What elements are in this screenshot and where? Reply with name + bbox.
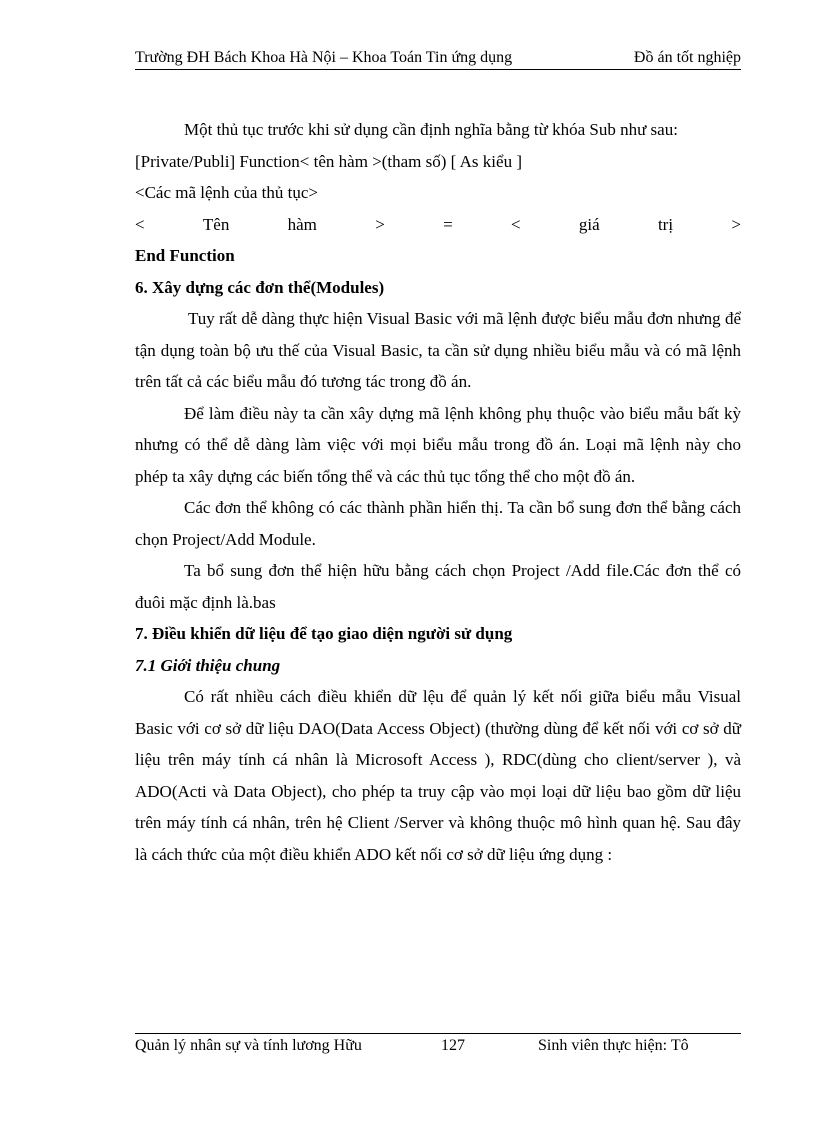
- page-number: 127: [441, 1037, 465, 1054]
- code-token: Tên: [202, 214, 230, 234]
- paragraph-add-module: Các đơn thể không có các thành phần hiển thị. Ta cần bổ sung đơn thể bằng cách chọn Project/Add Module.: [135, 498, 741, 549]
- heading-section-7: 7. Điều khiển dữ liệu để tạo giao diện người sử dụng: [135, 624, 513, 643]
- paragraph-add-file: Ta bổ sung đơn thể hiện hữu bằng cách chọn Project /Add file.Các đơn thể có đuôi mặc định là.bas: [135, 561, 741, 612]
- code-function-signature: [Private/Publi] Function< tên hàm >(tham số) [ As kiểu ]: [135, 151, 522, 171]
- code-procedure-body: <Các mã lệnh của thủ tục>: [135, 183, 318, 202]
- header-school: Trường ĐH Bách Khoa Hà Nội – Khoa Toán Tin ứng dụng: [135, 49, 513, 66]
- code-token: <: [510, 214, 521, 234]
- code-token: <: [135, 214, 145, 234]
- code-token: hàm: [287, 214, 317, 234]
- code-token: trị: [657, 214, 674, 234]
- code-end-function: End Function: [135, 246, 235, 265]
- footer-project-title: Quản lý nhân sự và tính lương Hữu: [135, 1037, 362, 1054]
- header-doc-type: Đồ án tốt nghiệp: [633, 49, 741, 66]
- page-body: [135, 114, 741, 870]
- page-footer: [135, 1033, 741, 1054]
- page-header: [135, 49, 741, 70]
- paragraph-data-controls: Có rất nhiều cách điều khiển dữ lệu để quản lý kết nối giữa biểu mẫu Visual Basic với cơ sở dữ liệu DAO(Data Access Object) (thường dùng để kết nối với cơ sở dữ liệu trên máy tính cá nhân là Microsoft Access ), RDC(dùng cho client/server ), và ADO(Acti và Data Object), cho phép ta truy cập vào mọi loại dữ liệu bao gồm dữ liệu trên máy tính cá nhân, trên hệ Client /Server và không thuộc mô hình quan hệ. Sau đây là cách thức của một điều khiển ADO kết nối cơ sở dữ liệu ứng dụng :: [135, 687, 741, 864]
- paragraph-sub-definition: Một thủ tục trước khi sử dụng cần định nghĩa bằng từ khóa Sub như sau:: [184, 120, 678, 139]
- heading-section-6: 6. Xây dựng các đơn thể(Modules): [135, 277, 385, 297]
- paragraph-modules-intro: Tuy rất dễ dàng thực hiện Visual Basic với mã lệnh được biểu mẫu đơn nhưng để tận dụng toàn bộ ưu thế của Visual Basic, ta cần sử dụng nhiều biểu mẫu và có mã lệnh trên tất cả các biểu mẫu đó tương tác trong đồ án.: [135, 309, 741, 391]
- footer-student: Sinh viên thực hiện: Tô: [538, 1037, 689, 1054]
- heading-section-7-1: 7.1 Giới thiệu chung: [135, 655, 281, 675]
- code-token: giá: [578, 214, 600, 234]
- code-return-assignment: [135, 209, 741, 241]
- code-token: >: [375, 214, 385, 234]
- paragraph-global-code: Để làm điều này ta cần xây dựng mã lệnh không phụ thuộc vào biểu mẫu bất kỳ nhưng có thể dễ dàng làm việc với mọi biểu mẫu trong đồ án. Loại mã lệnh này cho phép ta xây dựng các biến tổng thể và các thủ tục tổng thể cho một đồ án.: [135, 403, 741, 486]
- code-token: >: [731, 214, 741, 234]
- code-token: =: [443, 214, 453, 234]
